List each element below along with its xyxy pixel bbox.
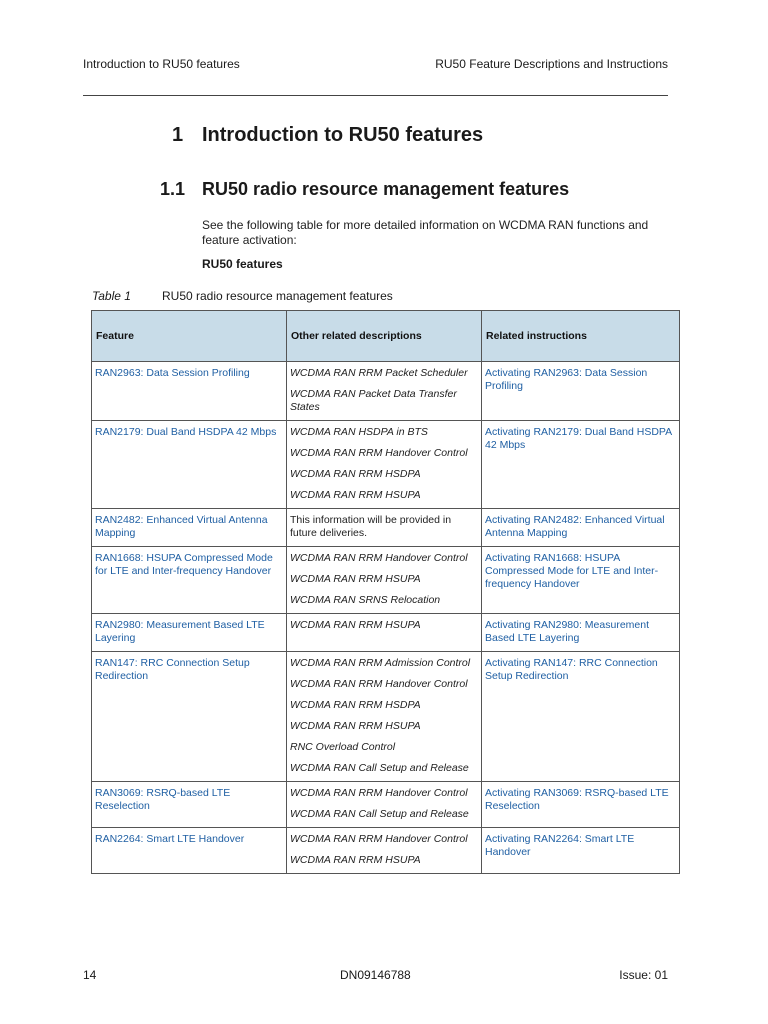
column-header-instructions: Related instructions	[482, 311, 680, 362]
related-descriptions-cell	[287, 547, 482, 614]
related-description: WCDMA RAN RRM HSUPA	[290, 489, 421, 501]
related-description: WCDMA RAN Packet Data Transfer States	[290, 388, 457, 413]
chapter-title: Introduction to RU50 features	[202, 124, 484, 146]
related-description: WCDMA RAN RRM HSDPA	[290, 699, 421, 711]
table-header-row	[92, 311, 680, 362]
issue-number: Issue: 01	[619, 968, 668, 982]
chapter-heading	[172, 124, 483, 147]
related-description: WCDMA RAN RRM Handover Control	[290, 678, 468, 690]
table-row	[92, 782, 680, 828]
related-description: WCDMA RAN Call Setup and Release	[290, 762, 469, 774]
instruction-link[interactable]: Activating RAN2179: Dual Band HSDPA 42 Mbps	[482, 421, 680, 509]
feature-link[interactable]: RAN2980: Measurement Based LTE Layering	[92, 614, 287, 652]
table-caption-label: Table 1	[92, 289, 131, 303]
related-descriptions-cell	[287, 614, 482, 652]
chapter-number: 1	[172, 124, 184, 146]
section-number: 1.1	[160, 179, 186, 199]
feature-link[interactable]: RAN2264: Smart LTE Handover	[92, 828, 287, 874]
column-header-feature: Feature	[92, 311, 287, 362]
instruction-link[interactable]: Activating RAN2264: Smart LTE Handover	[482, 828, 680, 874]
instruction-link[interactable]: Activating RAN1668: HSUPA Compressed Mode for LTE and Inter-frequency Handover	[482, 547, 680, 614]
feature-link[interactable]: RAN3069: RSRQ-based LTE Reselection	[92, 782, 287, 828]
page-number: 14	[83, 968, 97, 982]
related-descriptions-cell	[287, 828, 482, 874]
running-header-right: RU50 Feature Descriptions and Instructions	[435, 57, 668, 71]
related-description: WCDMA RAN RRM HSUPA	[290, 854, 421, 866]
table-row	[92, 362, 680, 421]
running-header-left: Introduction to RU50 features	[83, 57, 240, 71]
column-header-descriptions: Other related descriptions	[287, 311, 482, 362]
instruction-link[interactable]: Activating RAN147: RRC Connection Setup Redirection	[482, 652, 680, 782]
related-description: WCDMA RAN SRNS Relocation	[290, 594, 441, 606]
table-row	[92, 828, 680, 874]
related-description: WCDMA RAN RRM HSUPA	[290, 573, 421, 585]
related-description: WCDMA RAN RRM HSDPA	[290, 468, 421, 480]
table-body	[92, 362, 680, 874]
related-description: WCDMA RAN RRM Handover Control	[290, 552, 468, 564]
related-description: This information will be provided in future deliveries.	[290, 514, 452, 539]
related-description: WCDMA RAN HSDPA in BTS	[290, 426, 428, 438]
table-row	[92, 547, 680, 614]
related-description: WCDMA RAN RRM Handover Control	[290, 447, 468, 459]
related-descriptions-cell	[287, 362, 482, 421]
intro-paragraph: See the following table for more detailed information on WCDMA RAN functions and feature activation:	[202, 218, 649, 247]
related-descriptions-cell	[287, 782, 482, 828]
table-row	[92, 614, 680, 652]
table-row	[92, 652, 680, 782]
document-id: DN09146788	[340, 968, 411, 982]
table-caption-text: RU50 radio resource management features	[162, 289, 393, 303]
subheading: RU50 features	[202, 257, 283, 271]
instruction-link[interactable]: Activating RAN3069: RSRQ-based LTE Reselection	[482, 782, 680, 828]
feature-link[interactable]: RAN2963: Data Session Profiling	[92, 362, 287, 421]
feature-link[interactable]: RAN2179: Dual Band HSDPA 42 Mbps	[92, 421, 287, 509]
feature-link[interactable]: RAN2482: Enhanced Virtual Antenna Mapping	[92, 509, 287, 547]
instruction-link[interactable]: Activating RAN2963: Data Session Profiling	[482, 362, 680, 421]
instruction-link[interactable]: Activating RAN2482: Enhanced Virtual Antenna Mapping	[482, 509, 680, 547]
related-description: RNC Overload Control	[290, 741, 396, 753]
related-description: WCDMA RAN RRM Packet Scheduler	[290, 367, 468, 379]
related-description: WCDMA RAN RRM Handover Control	[290, 787, 468, 799]
related-description: WCDMA RAN RRM Admission Control	[290, 657, 471, 669]
related-description: WCDMA RAN RRM HSUPA	[290, 720, 421, 732]
related-descriptions-cell	[287, 652, 482, 782]
header-divider	[83, 95, 668, 96]
related-description: WCDMA RAN RRM Handover Control	[290, 833, 468, 845]
related-descriptions-cell	[287, 421, 482, 509]
section-title: RU50 radio resource management features	[202, 179, 570, 199]
table-row	[92, 509, 680, 547]
table-row	[92, 421, 680, 509]
feature-link[interactable]: RAN147: RRC Connection Setup Redirection	[92, 652, 287, 782]
features-table	[91, 310, 680, 874]
related-descriptions-cell	[287, 509, 482, 547]
related-description: WCDMA RAN RRM HSUPA	[290, 619, 421, 631]
feature-link[interactable]: RAN1668: HSUPA Compressed Mode for LTE and Inter-frequency Handover	[92, 547, 287, 614]
related-description: WCDMA RAN Call Setup and Release	[290, 808, 469, 820]
instruction-link[interactable]: Activating RAN2980: Measurement Based LTE Layering	[482, 614, 680, 652]
section-heading	[160, 179, 569, 200]
